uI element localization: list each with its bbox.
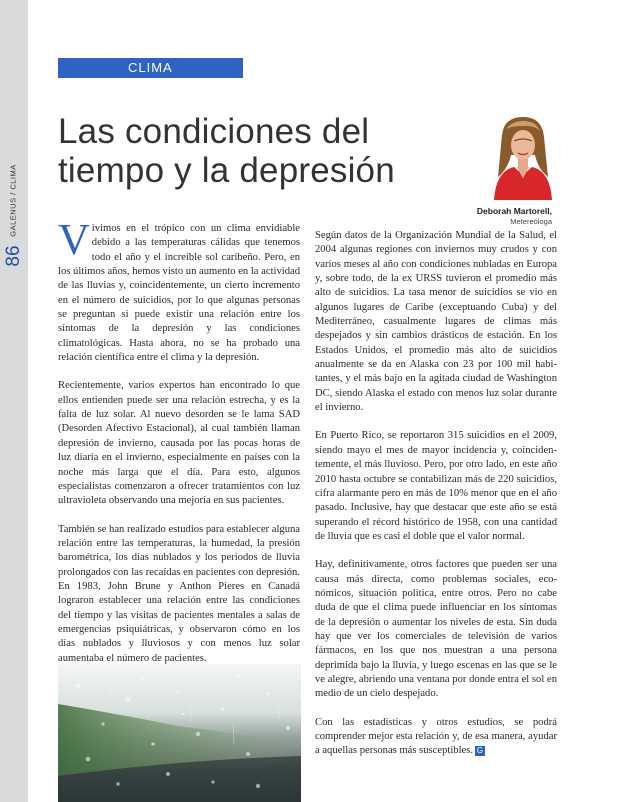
paragraph: En Puerto Rico, se reportaron 315 suicidios en el 2009, siendo mayo el mes de mayor incidencia y, coincidentemente, el más lluvioso. Pero, por otro lado, en este año 2010 hasta octubre se contabilizan más de 220 suicidios, cifra alarmante pero en más de 10% menor que en el año pasado. Inclusive, hay que destacar que este año se está superando el récord histórico de 1958, con una cantidad de lluvia que es casi el doble que el valor normal.: [315, 430, 557, 542]
sidebar-section-label: GALENUS / CLIMA: [8, 164, 18, 237]
paragraph: [58, 215, 300, 365]
paragraph-text: ivimos en el trópico con un clima envidiable debido a las temperaturas cálidas que tenemos todo el año y el increíble sol caribeño. Pero, en los últimos años, hemos visto un aumento en la actividad de las lluvias y, coincidentemente, un cierto incremento en el número de suicidios, por lo que algunas personas se preguntan si puede existir una relación entre los síntomas de la depresión y las condiciones climatológicas. Hasta ahora, no se ha probado una relación científica entre el clima y la depresión.: [58, 223, 300, 364]
page-number: 86: [3, 245, 24, 267]
dropcap: V: [58, 215, 90, 264]
paragraph: Recientemente, varios expertos han encontrado lo que ellos entienden puede ser una relación estrecha, y es la falta de luz solar. Al nuevo desorden se le lama SAD (Desorden Afectivo Estacional), al cual también llaman depresión de invierno, causada por las pocas horas de luz diaria en el invierno, especialmente en países con la noche más larga que el día. Para esto, algunos especialistas comenzaron a ofrecer tratamientos con luz ultravioleta observando una mejoría en sus pacientes.: [58, 380, 300, 507]
right-column: [315, 229, 557, 773]
paragraph: [315, 716, 557, 759]
paragraph: También se han realizado estudios para establecer alguna relación entre las temperaturas, la humedad, la presión barométrica, los días nublados y los periodos de lluvia prolongados con las recaídas en pacientes con depresión. En 1983, John Brune y Anthon Pieres en Canadá lograron establecer una relación entre las condiciones del tiempo y las visitas de pacientes mentales a salas de emergencias psiquiátricas, y observaron cómo en los días nublados y lluviosos y con menos luz solar aumentaba el número de pacientes.: [58, 523, 300, 664]
author-photo: [490, 115, 556, 200]
end-of-article-icon: G: [476, 745, 484, 755]
paragraph: Según datos de la Organización Mundial de la Salud, el 2004 algunas regiones con inviernos muy crudos y con varios meses al año con condiciones nubladas en Europa y, sobre todo, de la ex URSS tuvieron el promedio más alto de suicidios. La tasa menor de suicidios se vio en algunos lugares de Caribe (exceptuando Cuba) y del Mediterráneo, casualmente lugares de climas más despejados y sin cambios drásticos de estación. En los Estados Unidos, el promedio más alto de suicidios anualmente se da en Alaska con 23 por 100 mil habitantes, y el más bajo en la agitada ciudad de Washington DC, siendo Alaska el estado con menos luz solar durante el invierno.: [315, 230, 557, 414]
rain-window-image: [58, 664, 301, 802]
author-name: Deborah Martorell,: [476, 206, 552, 216]
left-column: [58, 215, 300, 680]
author-role: Metereóloga: [510, 217, 552, 226]
paragraph: Hay, definitivamente, otros factores que pueden ser una causa más directa, como problemas sociales, económicos, situación política, entre otros. Pero no cabe duda de que el clima puede influenciar en los síntomas de la depresión o aumentar los niveles de esta. Sin duda hay que ver los comerciales de televisión de varios fármacos, en los que nos muestran a una persona deprimida bajo la lluvia, y luego escenas en las que se le ve alegre, abriendo una ventana por donde entra el sol en medio de un cielo despejado.: [315, 559, 557, 700]
section-tag: CLIMA: [58, 58, 243, 78]
page-sidebar: [0, 0, 28, 802]
article-title: Las condiciones del tiempo y la depresión: [58, 112, 395, 190]
paragraph-text: Con las estadísticas y otros estudios, se podrá comprender mejor esta relación y, de esa manera, ayudar a aquellas personas más susceptibles.: [315, 716, 557, 757]
